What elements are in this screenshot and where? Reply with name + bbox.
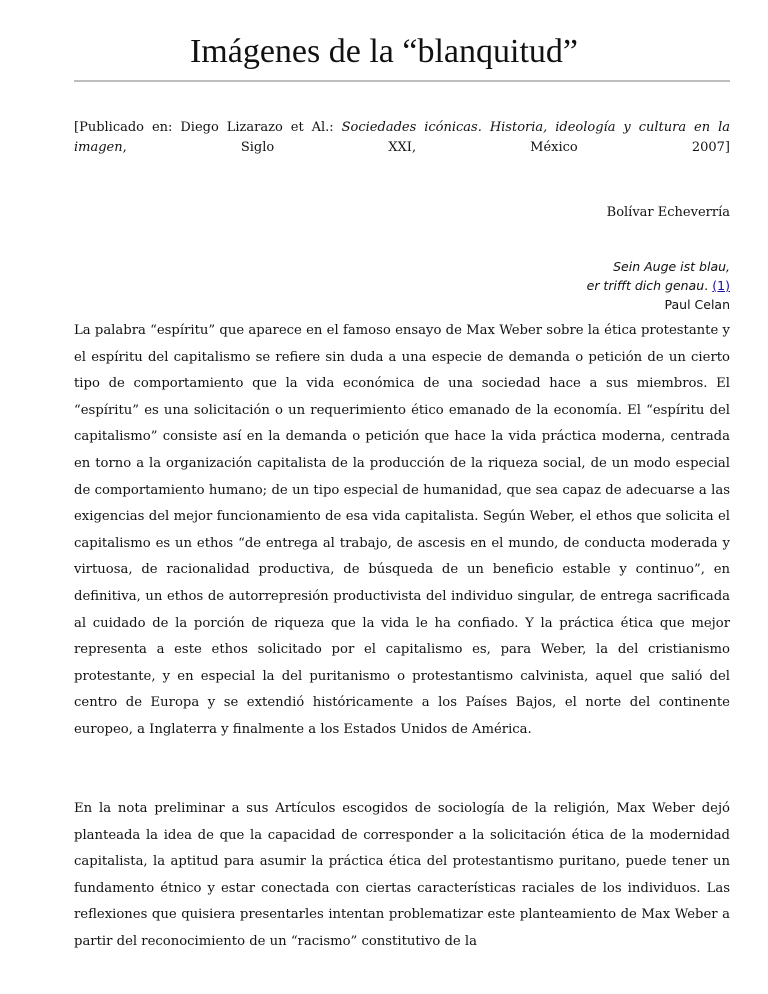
epigraph-attribution: Paul Celan: [664, 297, 730, 312]
publication-book-title-end: imagen: [74, 140, 123, 155]
body-paragraph-1: La palabra “espíritu” que aparece en el famoso ensayo de Max Weber sobre la ética protestante y el espíritu del capitalismo se refiere sin duda a una especie de demanda o petición de un cierto tipo de comportamiento que la vida económica de una sociedad hace a sus miembros. El “espíritu” es una solicitación o un requerimiento ético emanado de la economía. El “espíritu del capitalismo” consiste así en la demanda o petición que hace la vida práctica moderna, centrada en torno a la organización capitalista de la producción de la riqueza social, de un modo especial de comportamiento humano; de un tipo especial de humanidad, que sea capaz de adecuarse a las exigencias del mejor funcionamiento de esa vida capitalista. Según Weber, el ethos que solicita el capitalismo es un ethos “de entrega al trabajo, de ascesis en el mundo, de conducta moderada y virtuosa, de racionalidad productiva, de búsqueda de un beneficio estable y continuo”, en definitiva, un ethos de autorrepresión productivista del individuo singular, de entrega sacrificada al cuidado de la porción de riqueza que la vida le ha confiado. Y la práctica ética que mejor representa a este ethos solicitado por el capitalismo es, para Weber, la del cristianismo protestante, y en especial la del puritanismo o protestantismo calvinista, aquel que salió del centro de Europa y se extendió históricamente a los Países Bajos, el norte del continente europeo, a Inglaterra y finalmente a los Estados Unidos de América.: [74, 323, 730, 737]
publication-prefix: [Publicado en: Diego Lizarazo et Al.:: [74, 120, 342, 135]
publication-line-2: [74, 138, 730, 158]
title-divider: [74, 80, 730, 82]
publication-separator: ,: [122, 140, 127, 155]
epigraph-line-2: er trifft dich genau: [586, 278, 705, 293]
footnote-link[interactable]: (1): [712, 278, 730, 293]
publication-place: México: [530, 140, 578, 155]
publication-series: XXI,: [388, 140, 417, 155]
epigraph: [74, 258, 730, 315]
publication-year: 2007]: [691, 140, 730, 155]
epigraph-line-2-end: .: [704, 278, 709, 293]
page-title: Imágenes de la “blanquitud”: [189, 33, 578, 70]
publication-book-title: Sociedades icónicas. Historia, ideología y cultura en la: [341, 120, 730, 135]
author-name: Bolívar Echeverría: [606, 205, 730, 220]
publication-note: [74, 118, 730, 158]
publication-line-1: [74, 118, 730, 138]
epigraph-line-1: Sein Auge ist blau,: [613, 259, 730, 274]
body-paragraph-2: En la nota preliminar a sus Artículos escogidos de sociología de la religión, Max Weber dejó planteada la idea de que la capacidad de corresponder a la solicitación ética de la modernidad capitalista, la aptitud para asumir la práctica ética del protestantismo puritano, puede tener un fundamento étnico y estar conectada con ciertas características raciales de los individuos. Las reflexiones que quisiera presentarles intentan problematizar este planteamiento de Max Weber a partir del reconocimiento de un “racismo” constitutivo de la: [74, 801, 730, 949]
publication-publisher: Siglo: [240, 140, 275, 155]
